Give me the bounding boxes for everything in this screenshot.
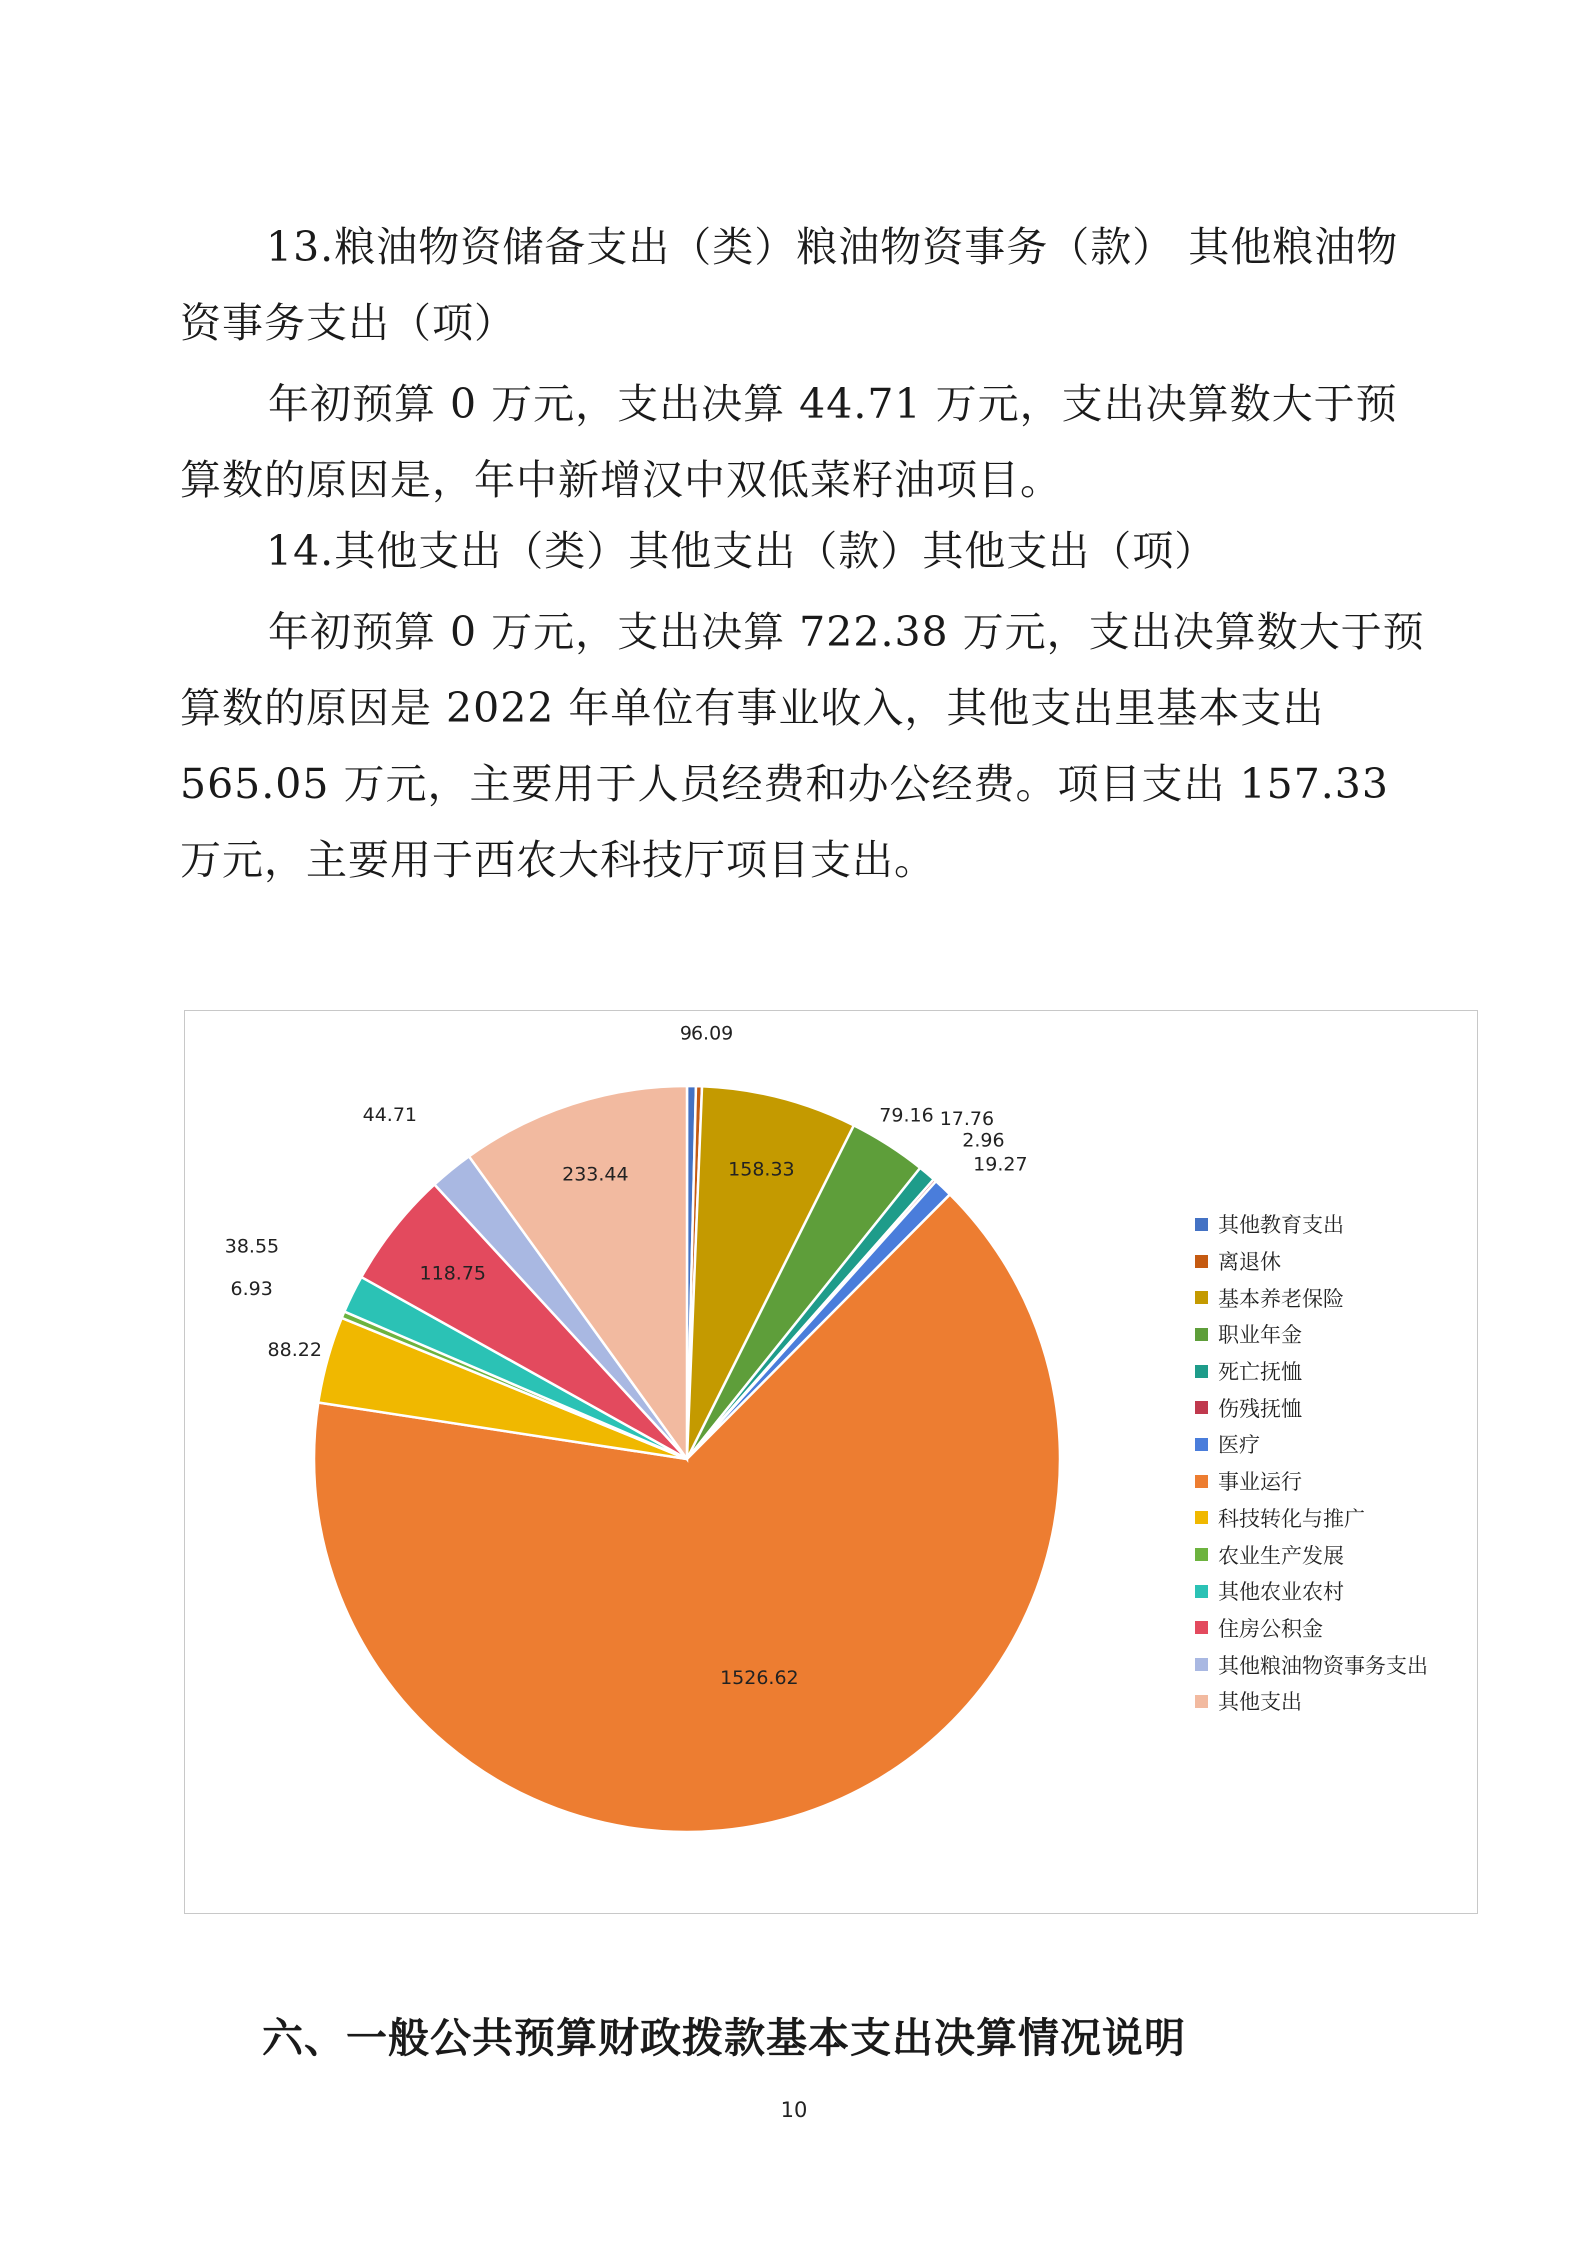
legend-item-4	[1195, 1353, 1465, 1390]
data-label-9: 6.93	[230, 1278, 273, 1301]
legend-item-11	[1195, 1610, 1465, 1647]
data-label-1: 6.09	[690, 1022, 734, 1045]
item13-paragraph: 年初预算 0 万元，支出决算 44.71 万元，支出决算数大于预算数的原因是，年中新增汉中双低菜籽油项目。	[180, 380, 1398, 504]
legend-swatch-0	[1195, 1218, 1208, 1231]
legend-label-0: 其他教育支出	[1218, 1213, 1344, 1238]
legend-swatch-13	[1195, 1695, 1208, 1708]
legend-label-3: 职业年金	[1218, 1323, 1302, 1348]
data-label-2: 158.33	[728, 1158, 795, 1181]
legend-label-9: 农业生产发展	[1218, 1543, 1344, 1568]
legend-label-6: 医疗	[1218, 1433, 1260, 1458]
expenditure-pie-chart	[184, 1010, 1478, 1914]
item13-heading-line2: 资事务支出（项）	[180, 299, 516, 347]
legend-item-8	[1195, 1500, 1465, 1537]
data-label-7: 1526.62	[720, 1667, 799, 1690]
data-label-5: 2.96	[962, 1129, 1005, 1152]
legend-swatch-1	[1195, 1255, 1208, 1268]
data-label-4: 17.76	[939, 1107, 995, 1130]
chart-legend	[1195, 1206, 1465, 1720]
data-label-3: 79.16	[879, 1104, 934, 1127]
data-label-6: 19.27	[973, 1153, 1028, 1176]
legend-label-10: 其他农业农村	[1218, 1580, 1344, 1605]
legend-item-1	[1195, 1243, 1465, 1280]
legend-item-9	[1195, 1536, 1465, 1573]
data-label-0: 9	[679, 1022, 692, 1045]
item14-paragraph: 年初预算 0 万元，支出决算 722.38 万元，支出决算数大于预算数的原因是 2022 年单位有事业收入，其他支出里基本支出 565.05 万元，主要用于人员经费和办公经费。项目支出 157.33 万元，主要用于西农大科技厅项目支出。	[180, 608, 1425, 884]
legend-label-4: 死亡抚恤	[1218, 1360, 1302, 1385]
legend-item-0	[1195, 1206, 1465, 1243]
legend-item-10	[1195, 1573, 1465, 1610]
legend-label-7: 事业运行	[1218, 1470, 1302, 1495]
legend-swatch-8	[1195, 1511, 1208, 1524]
legend-item-3	[1195, 1316, 1465, 1353]
legend-label-5: 伤残抚恤	[1218, 1396, 1302, 1421]
legend-swatch-3	[1195, 1328, 1208, 1341]
legend-swatch-12	[1195, 1658, 1208, 1671]
legend-item-12	[1195, 1646, 1465, 1683]
legend-item-2	[1195, 1279, 1465, 1316]
data-label-13: 233.44	[562, 1163, 629, 1186]
legend-swatch-2	[1195, 1291, 1208, 1304]
data-label-10: 38.55	[224, 1235, 280, 1258]
legend-label-2: 基本养老保险	[1218, 1286, 1344, 1311]
legend-swatch-10	[1195, 1585, 1208, 1598]
legend-label-8: 科技转化与推广	[1218, 1506, 1365, 1531]
item14-heading: 14.其他支出（类）其他支出（款）其他支出（项）	[266, 527, 1217, 575]
legend-item-5	[1195, 1389, 1465, 1426]
legend-swatch-9	[1195, 1548, 1208, 1561]
page-number: 10	[780, 2098, 808, 2122]
legend-item-7	[1195, 1463, 1465, 1500]
legend-label-11: 住房公积金	[1218, 1616, 1323, 1641]
legend-swatch-4	[1195, 1365, 1208, 1378]
data-label-12: 44.71	[362, 1104, 418, 1127]
data-label-11: 118.75	[419, 1262, 487, 1285]
legend-swatch-6	[1195, 1438, 1208, 1451]
item13-heading-line1: 13.粮油物资储备支出（类）粮油物资事务（款） 其他粮油物	[266, 223, 1399, 271]
legend-swatch-7	[1195, 1475, 1208, 1488]
data-label-8: 88.22	[267, 1338, 322, 1361]
legend-label-13: 其他支出	[1218, 1690, 1302, 1715]
legend-swatch-11	[1195, 1621, 1208, 1634]
legend-item-6	[1195, 1426, 1465, 1463]
legend-item-13	[1195, 1683, 1465, 1720]
section-title: 六、一般公共预算财政拨款基本支出决算情况说明	[262, 2014, 1186, 2062]
legend-swatch-5	[1195, 1401, 1208, 1414]
legend-label-1: 离退休	[1218, 1250, 1281, 1275]
legend-label-12: 其他粮油物资事务支出	[1218, 1653, 1428, 1678]
